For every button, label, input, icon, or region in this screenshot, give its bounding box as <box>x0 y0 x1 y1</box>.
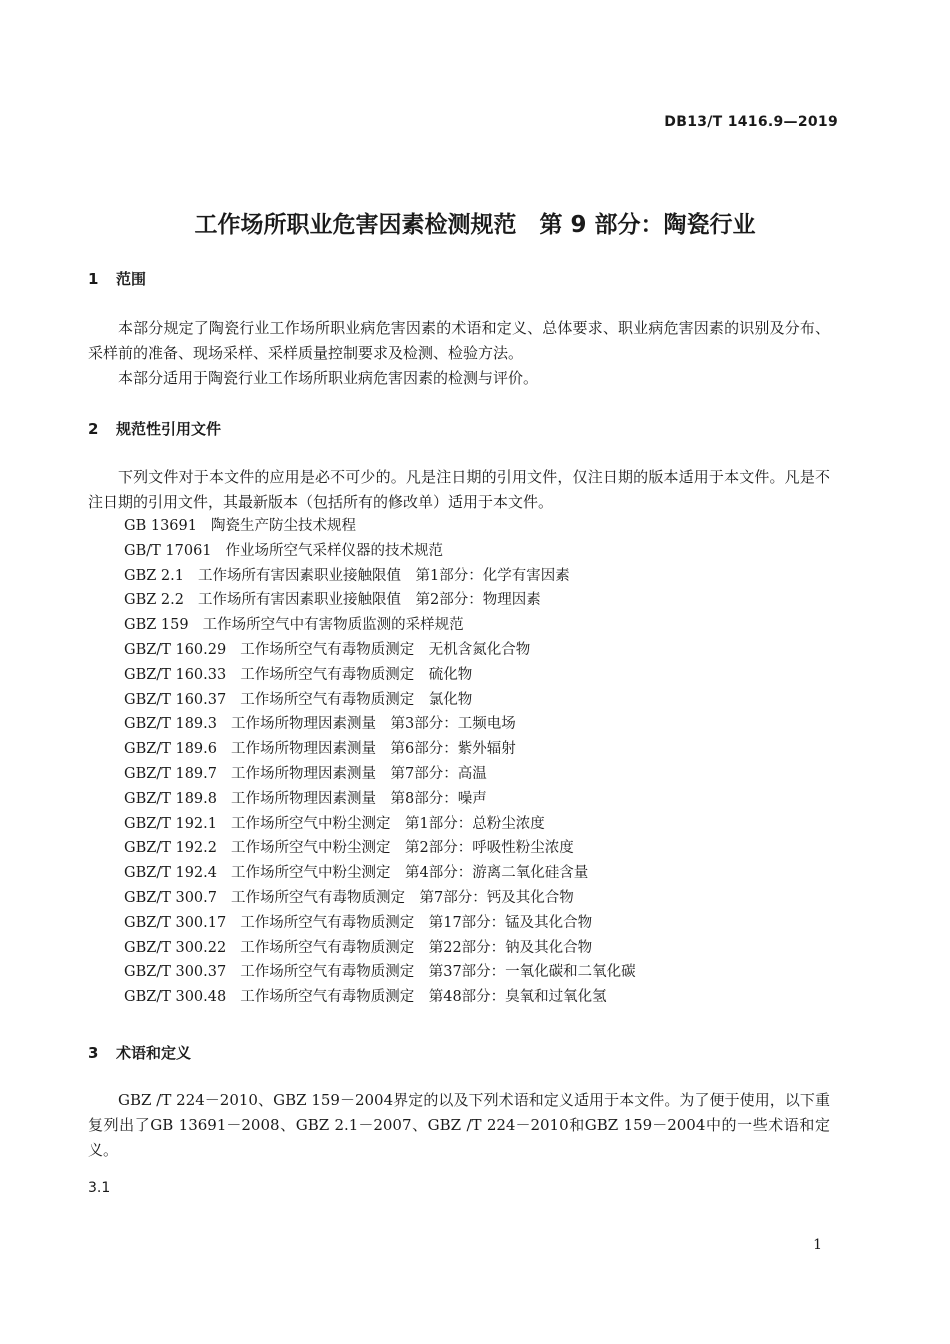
reference-code: GBZ/T 300.37 <box>124 964 227 981</box>
reference-list <box>124 514 636 1010</box>
reference-code: GBZ/T 189.7 <box>124 765 217 782</box>
section-heading-scope <box>88 268 146 289</box>
reference-title: 工作场所空气有毒物质测定 第7部分：钙及其化合物 <box>231 889 574 906</box>
standard-code: DB13/T 1416.9—2019 <box>664 114 838 130</box>
page-number: 1 <box>813 1237 822 1253</box>
reference-item <box>124 737 636 762</box>
section-number: 2 <box>88 420 99 438</box>
reference-title: 工作场所有害因素职业接触限值 第1部分：化学有害因素 <box>197 567 570 584</box>
reference-code: GBZ 2.2 <box>124 592 184 609</box>
reference-item <box>124 812 636 837</box>
reference-code: GBZ/T 160.37 <box>124 691 227 708</box>
reference-item <box>124 960 636 985</box>
reference-code: GBZ/T 192.4 <box>124 865 217 882</box>
reference-code: GBZ/T 300.48 <box>124 989 227 1006</box>
reference-title: 陶瓷生产防尘技术规程 <box>210 518 356 534</box>
reference-item <box>124 613 636 638</box>
reference-title: 作业场所空气采样仪器的技术规范 <box>225 542 444 559</box>
reference-title: 工作场所空气中粉尘测定 第4部分：游离二氧化硅含量 <box>231 865 589 882</box>
section-heading-terms <box>88 1042 191 1063</box>
reference-code: GBZ 159 <box>124 617 189 634</box>
reference-code: GB/T 17061 <box>124 542 212 559</box>
reference-code: GBZ/T 192.2 <box>124 840 217 857</box>
reference-item <box>124 688 636 713</box>
reference-item <box>124 638 636 663</box>
reference-item <box>124 985 636 1010</box>
reference-item <box>124 886 636 911</box>
section-title: 规范性引用文件 <box>116 420 222 438</box>
section-title: 范围 <box>116 270 147 288</box>
reference-title: 工作场所空气中粉尘测定 第1部分：总粉尘浓度 <box>231 815 545 832</box>
reference-title: 工作场所物理因素测量 第3部分：工频电场 <box>231 716 516 733</box>
reference-item <box>124 787 636 812</box>
reference-code: GBZ/T 189.3 <box>124 716 217 733</box>
reference-title: 工作场所物理因素测量 第8部分：噪声 <box>231 790 487 807</box>
reference-item <box>124 663 636 688</box>
reference-code: GBZ 2.1 <box>124 567 184 584</box>
reference-code: GBZ/T 300.22 <box>124 939 227 956</box>
reference-code: GB 13691 <box>124 518 197 534</box>
reference-code: GBZ/T 160.29 <box>124 641 227 658</box>
reference-title: 工作场所空气有毒物质测定 氯化物 <box>240 691 473 708</box>
reference-code: GBZ/T 160.33 <box>124 666 227 683</box>
references-intro: 下列文件对于本文件的应用是必不可少的。凡是注日期的引用文件，仅注日期的版本适用于本文件。凡是不注日期的引用文件，其最新版本（包括所有的修改单）适用于本文件。 <box>88 468 830 511</box>
reference-title: 工作场所空气有毒物质测定 第22部分：钠及其化合物 <box>240 939 593 956</box>
reference-item <box>124 762 636 787</box>
reference-title: 工作场所空气有毒物质测定 硫化物 <box>240 666 473 683</box>
document-title: 工作场所职业危害因素检测规范 第 9 部分：陶瓷行业 <box>194 212 756 238</box>
reference-title: 工作场所物理因素测量 第6部分：紫外辐射 <box>231 741 516 758</box>
reference-title: 工作场所空气中粉尘测定 第2部分：呼吸性粉尘浓度 <box>231 840 574 857</box>
section-heading-normative-references <box>88 418 221 439</box>
reference-code: GBZ/T 300.7 <box>124 889 217 906</box>
reference-code: GBZ/T 300.17 <box>124 914 227 931</box>
reference-item <box>124 539 636 564</box>
reference-title: 工作场所有害因素职业接触限值 第2部分：物理因素 <box>197 592 541 609</box>
section-number: 1 <box>88 270 99 288</box>
terms-intro: GBZ /T 224－2010、GBZ 159－2004界定的以及下列术语和定义适用于本文件。为了便于使用，以下重复列出了GB 13691－2008、GBZ 2.1－2007、GBZ /T 224－2010和GBZ 159－2004中的一些术语和定义。 <box>88 1091 830 1159</box>
scope-paragraph-2: 本部分适用于陶瓷行业工作场所职业病危害因素的检测与评价。 <box>118 369 539 387</box>
section-number: 3 <box>88 1044 99 1062</box>
reference-title: 工作场所空气有毒物质测定 第37部分：一氧化碳和二氧化碳 <box>240 964 636 981</box>
reference-item <box>124 588 636 613</box>
reference-item <box>124 712 636 737</box>
clause-number: 3.1 <box>88 1180 111 1196</box>
reference-title: 工作场所物理因素测量 第7部分：高温 <box>231 765 487 782</box>
reference-code: GBZ/T 192.1 <box>124 815 217 832</box>
reference-code: GBZ/T 189.8 <box>124 790 217 807</box>
reference-item <box>124 911 636 936</box>
reference-title: 工作场所空气有毒物质测定 第17部分：锰及其化合物 <box>240 914 593 931</box>
reference-title: 工作场所空气有毒物质测定 无机含氮化合物 <box>240 641 531 658</box>
reference-item <box>124 936 636 961</box>
reference-title: 工作场所空气中有害物质监测的采样规范 <box>202 617 464 634</box>
reference-item <box>124 861 636 886</box>
reference-item <box>124 836 636 861</box>
scope-paragraph-1: 本部分规定了陶瓷行业工作场所职业病危害因素的术语和定义、总体要求、职业病危害因素的识别及分布、采样前的准备、现场采样、采样质量控制要求及检测、检验方法。 <box>88 319 830 362</box>
reference-title: 工作场所空气有毒物质测定 第48部分：臭氧和过氧化氢 <box>240 989 607 1006</box>
reference-item <box>124 514 636 539</box>
reference-code: GBZ/T 189.6 <box>124 741 217 758</box>
section-title: 术语和定义 <box>116 1044 192 1062</box>
reference-item <box>124 564 636 589</box>
